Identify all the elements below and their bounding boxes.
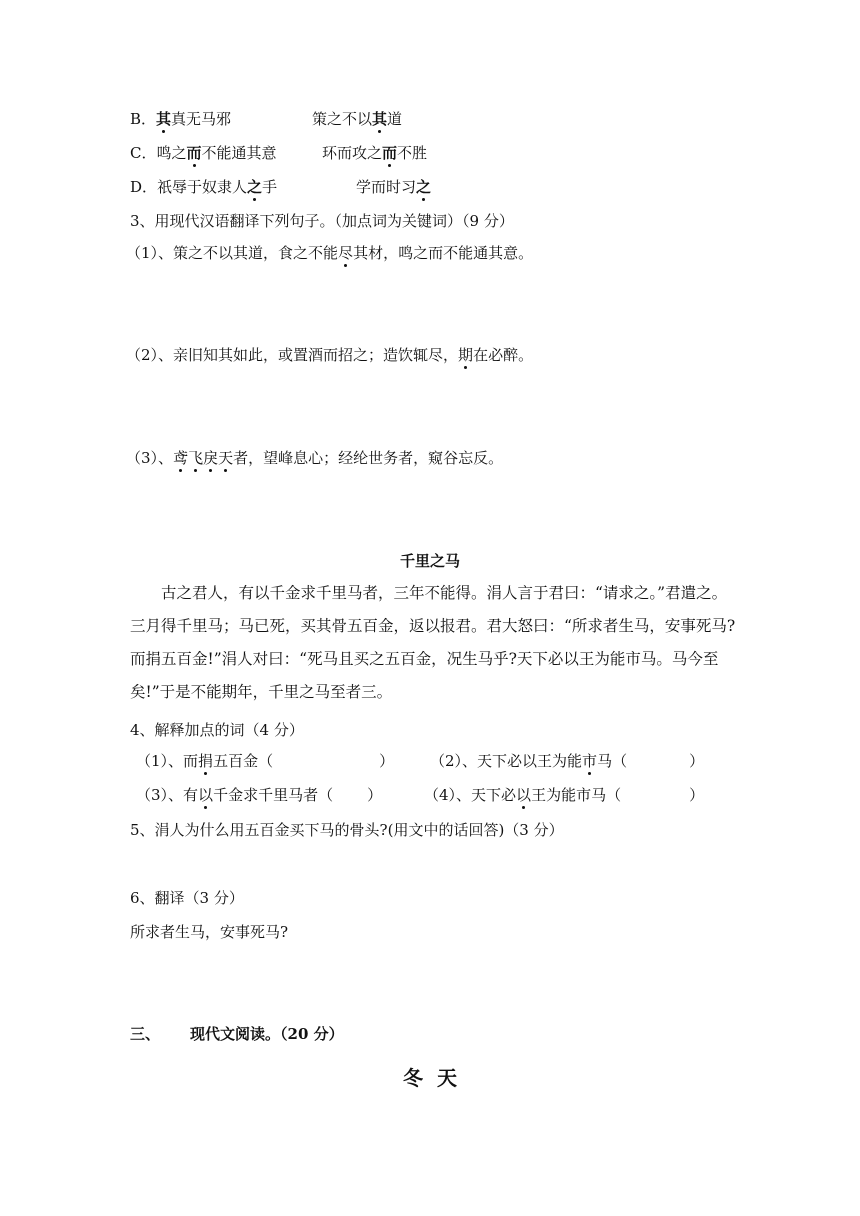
- option-letter: B．: [130, 110, 157, 128]
- sentence-text: 者，望峰息心；经纶世务者，窥谷忘反。: [233, 449, 504, 467]
- option-c: [130, 143, 277, 163]
- section-title: 现代文阅读。（20 分）: [190, 1025, 344, 1043]
- dotted-word: 戾: [203, 449, 219, 467]
- question-6-heading: 6、翻译（3 分）: [130, 889, 244, 907]
- item-text: ）: [367, 786, 383, 804]
- question-3-sentence-2: [126, 345, 533, 365]
- item-text: （1）、而: [136, 752, 199, 770]
- question-4-item-1: [136, 751, 394, 771]
- option-c-second: [322, 143, 427, 163]
- option-text: 不能通其意: [201, 144, 277, 162]
- dotted-word: 其: [156, 110, 172, 128]
- item-text: 马（: [597, 752, 628, 770]
- question-4-heading: 4、解释加点的词（4 分）: [130, 721, 304, 739]
- option-letter: D．: [130, 178, 158, 196]
- option-d: [130, 177, 277, 197]
- dotted-word: 以: [198, 786, 214, 804]
- option-text: 学而时习: [356, 178, 417, 196]
- item-text: ）: [689, 786, 705, 804]
- item-text: ）: [689, 752, 705, 770]
- question-3-heading: 3、用现代汉语翻译下列句子。（加点词为关键词）（9 分）: [130, 212, 514, 230]
- section-number: 三、: [130, 1025, 161, 1043]
- dotted-word: 鸢: [173, 449, 189, 467]
- passage-text: 古之君人，有以千金求千里马者，三年不能得。涓人言于君曰：“请求之。”君遣之。三月得千里马；马已死，买其骨五百金，返以报君。君大怒曰：“所求者生马，安事死马?而捐五百金!”涓人对曰：“死马且买之五百金，况生马乎?天下必以王为能市马。马今至矣!”于是不能期年，千里之马至者三。: [130, 584, 736, 701]
- sentence-text: （2）、亲旧知其如此，或置酒而招之；造饮辄尽，: [126, 346, 459, 364]
- dotted-word: 市: [582, 752, 598, 770]
- dotted-word: 以: [516, 786, 532, 804]
- dotted-word: 之: [247, 178, 263, 196]
- dotted-word: 捐: [198, 752, 214, 770]
- item-text: 五百金（: [213, 752, 274, 770]
- option-text: 不胜: [397, 144, 428, 162]
- option-text: 鸣之: [156, 144, 187, 162]
- sentence-text: 其材，鸣之而不能通其意。: [353, 244, 534, 262]
- sentence-text: （1）、策之不以其道，食之不能: [126, 244, 339, 262]
- dotted-word: 尽: [338, 244, 354, 262]
- option-d-second: [356, 177, 431, 197]
- item-text: （2）、天下必以王为能: [430, 752, 583, 770]
- option-text: 真无马邪: [171, 110, 232, 128]
- question-4-item-2: [430, 751, 704, 771]
- question-5-heading: 5、涓人为什么用五百金买下马的骨头?(用文中的话回答)（3 分）: [130, 821, 564, 839]
- item-text: （3）、有: [136, 786, 199, 804]
- item-text: ）: [379, 752, 395, 770]
- question-4-item-3: [136, 785, 382, 805]
- dotted-word: 而: [382, 144, 398, 162]
- story-title: 冬 天: [403, 1066, 457, 1090]
- option-text: 手: [262, 178, 278, 196]
- question-3-sentence-1: [126, 243, 533, 263]
- option-text: 祇辱于奴隶人: [157, 178, 248, 196]
- question-3-sentence-3: [126, 448, 503, 468]
- option-letter: C．: [130, 144, 157, 162]
- item-text: 千金求千里马者（: [213, 786, 334, 804]
- sentence-text: （3）、: [126, 449, 174, 467]
- dotted-word: 飞: [188, 449, 204, 467]
- option-b: [130, 109, 231, 129]
- option-text: 道: [387, 110, 403, 128]
- dotted-word: 而: [186, 144, 202, 162]
- option-text: 策之不以: [312, 110, 373, 128]
- dotted-word: 天: [218, 449, 234, 467]
- dotted-word: 期: [458, 346, 474, 364]
- question-6-sentence: 所求者生马，安事死马?: [130, 923, 289, 941]
- sentence-text: 在必醉。: [473, 346, 534, 364]
- passage-title: 千里之马: [399, 552, 460, 570]
- question-4-item-4: [424, 785, 704, 805]
- dotted-word: 其: [372, 110, 388, 128]
- item-text: （4）、天下必: [424, 786, 517, 804]
- option-b-second: [312, 109, 402, 129]
- item-text: 王为能市马（: [531, 786, 622, 804]
- option-text: 环而攻之: [322, 144, 383, 162]
- dotted-word: 之: [416, 178, 432, 196]
